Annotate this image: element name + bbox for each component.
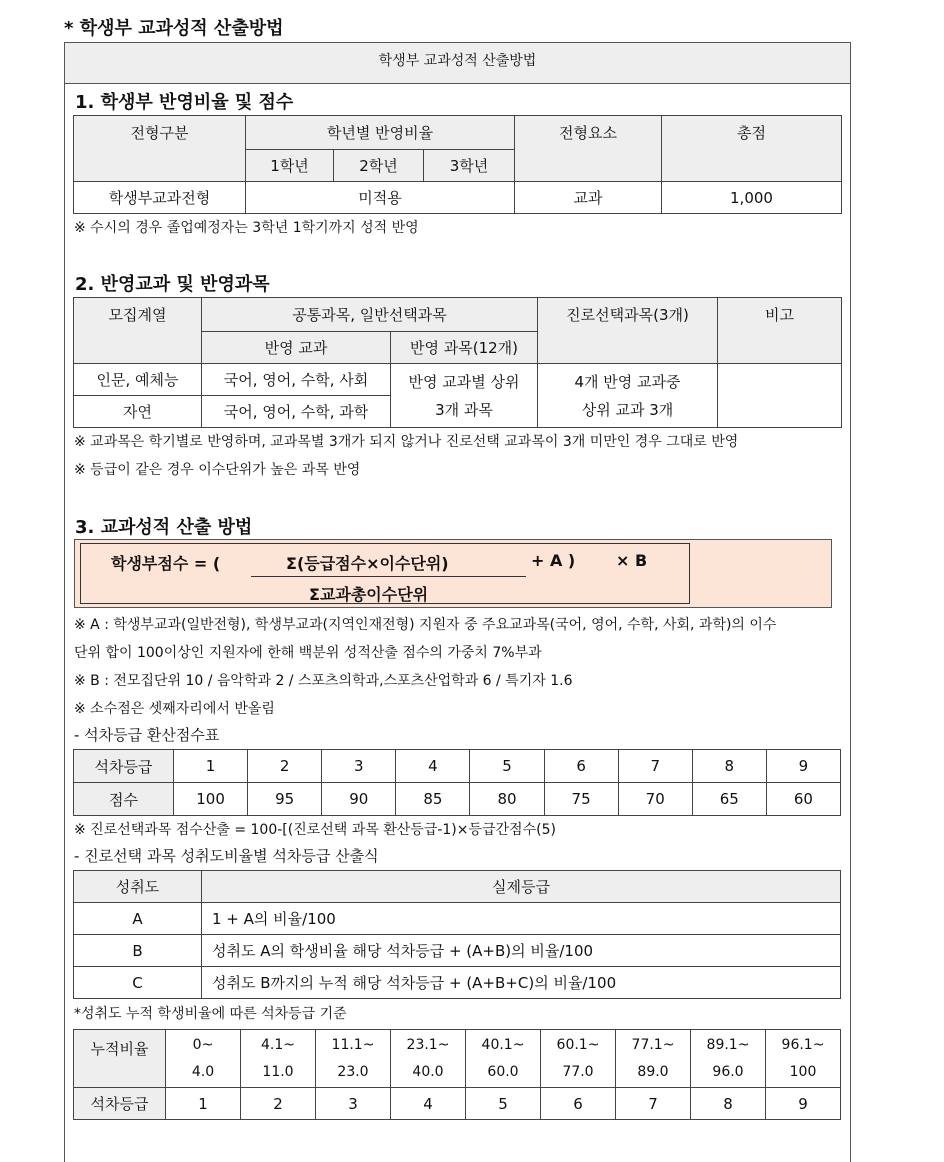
note-semester: ※ 교과목은 학기별로 반영하며, 교과목별 3개가 되지 않거나 진로선택 교과목이 3개 미만인 경우 그대로 반영	[74, 434, 739, 450]
cell-element: 교과	[515, 182, 662, 214]
achievement-header-grade: 실제등급	[202, 871, 841, 903]
career-line2: 상위 교과 3개	[581, 400, 674, 419]
cum-cell	[466, 1030, 541, 1088]
cum-grade-cell: 2	[241, 1088, 316, 1120]
achievement-formula: 성취도 A의 학생비율 해당 석차등급 + (A+B)의 비율/100	[202, 935, 841, 967]
grade-cell: 5	[470, 750, 544, 783]
cell-dept-science: 자연	[74, 396, 202, 428]
section2-title: 2. 반영교과 및 반영과목	[75, 274, 270, 295]
achievement-formula: 성취도 B까지의 누적 해당 석차등급 + (A+B+C)의 비율/100	[202, 967, 841, 999]
score-cell: 75	[544, 783, 618, 816]
cum-top: 77.1~	[631, 1036, 675, 1053]
cum-top: 23.1~	[406, 1036, 450, 1053]
grade-cell: 6	[544, 750, 618, 783]
score-cell: 100	[174, 783, 248, 816]
achievement-formula: 1 + A의 비율/100	[202, 903, 841, 935]
cum-top: 40.1~	[481, 1036, 525, 1053]
frame-header: 학생부 교과성적 산출방법	[65, 43, 850, 84]
score-cell: 70	[618, 783, 692, 816]
course-line2: 3개 과목	[435, 400, 493, 419]
grade-label: 석차등급	[74, 750, 174, 783]
numerator-text: (등급점수×이수단위)	[296, 554, 449, 573]
formula-mult-b: × B	[616, 551, 648, 570]
cum-top: 11.1~	[331, 1036, 375, 1053]
cum-grade-cell: 6	[541, 1088, 616, 1120]
formula-box	[74, 539, 832, 608]
header-subject: 반영 교과	[202, 332, 391, 364]
header-element: 전형요소	[515, 116, 662, 182]
cell-note	[718, 364, 842, 428]
header-grade1: 1학년	[246, 150, 334, 182]
cum-grade-cell: 3	[316, 1088, 391, 1120]
cum-top: 60.1~	[556, 1036, 600, 1053]
score-label: 점수	[74, 783, 174, 816]
cum-grade-cell: 5	[466, 1088, 541, 1120]
subject-table	[73, 297, 842, 428]
cum-cell	[316, 1030, 391, 1088]
score-cell: 90	[322, 783, 396, 816]
header-type: 전형구분	[74, 116, 246, 182]
header-grade2: 2학년	[334, 150, 424, 182]
course-line1: 반영 교과별 상위	[408, 372, 520, 391]
cum-top: 96.1~	[781, 1036, 825, 1053]
header-grade3: 3학년	[424, 150, 515, 182]
cell-subjects-humanities: 국어, 영어, 수학, 사회	[202, 364, 391, 396]
note-same-grade: ※ 등급이 같은 경우 이수단위가 높은 과목 반영	[74, 462, 361, 478]
grade-cell: 9	[766, 750, 840, 783]
achievement-level: B	[74, 935, 202, 967]
score-cell: 65	[692, 783, 766, 816]
sum-icon: Σ	[309, 585, 320, 604]
cell-subjects-science: 국어, 영어, 수학, 과학	[202, 396, 391, 428]
denominator-text: 교과총이수단위	[319, 585, 429, 604]
note-cumulative: *성취도 누적 학생비율에 따른 석차등급 기준	[74, 1006, 347, 1022]
cell-course-count	[391, 364, 538, 428]
cum-bot: 11.0	[262, 1063, 294, 1080]
note-a-line1: ※ A : 학생부교과(일반전형), 학생부교과(지역인재전형) 지원자 중 주요교과목(국어, 영어, 수학, 사회, 과학)의 이수	[74, 617, 777, 633]
cell-ratio: 미적용	[246, 182, 515, 214]
cum-grade-cell: 8	[691, 1088, 766, 1120]
grade-score-table	[73, 749, 841, 816]
formula-denominator	[309, 582, 428, 605]
header-common: 공통과목, 일반선택과목	[202, 298, 538, 332]
grade-cell: 2	[248, 750, 322, 783]
cum-top: 89.1~	[706, 1036, 750, 1053]
grade-cell: 3	[322, 750, 396, 783]
achievement-level: A	[74, 903, 202, 935]
cum-grade-cell: 9	[766, 1088, 841, 1120]
cum-bot: 96.0	[712, 1063, 744, 1080]
note-b: ※ B : 전모집단위 10 / 음악학과 2 / 스포츠의학과,스포츠산업학과 6 / 특기자 1.6	[74, 673, 573, 689]
subheading-achievement: - 진로선택 과목 성취도비율별 석차등급 산출식	[74, 847, 379, 865]
cum-cell	[616, 1030, 691, 1088]
achievement-level: C	[74, 967, 202, 999]
cum-bot: 4.0	[191, 1063, 215, 1080]
cum-ratio-label: 누적비율	[74, 1030, 166, 1088]
cum-grade-cell: 7	[616, 1088, 691, 1120]
score-cell: 95	[248, 783, 322, 816]
document-title: * 학생부 교과성적 산출방법	[64, 18, 284, 39]
sum-icon: Σ	[286, 554, 297, 573]
cum-cell	[241, 1030, 316, 1088]
achievement-table	[73, 870, 841, 999]
section3-title: 3. 교과성적 산출 방법	[75, 517, 253, 538]
cell-dept-humanities: 인문, 예체능	[74, 364, 202, 396]
score-cell: 80	[470, 783, 544, 816]
cum-top: 0~	[192, 1036, 214, 1053]
note-graduates: ※ 수시의 경우 졸업예정자는 3학년 1학기까지 성적 반영	[74, 220, 419, 236]
cum-cell	[691, 1030, 766, 1088]
section1-title: 1. 학생부 반영비율 및 점수	[75, 92, 294, 113]
cum-cell	[766, 1030, 841, 1088]
formula-plus-a: + A )	[531, 551, 576, 570]
cell-career	[538, 364, 718, 428]
cum-bot: 100	[789, 1063, 817, 1080]
cum-bot: 77.0	[562, 1063, 594, 1080]
grade-cell: 7	[618, 750, 692, 783]
header-course: 반영 과목(12개)	[391, 332, 538, 364]
cum-grade-label: 석차등급	[74, 1088, 166, 1120]
cum-cell	[166, 1030, 241, 1088]
note-rounding: ※ 소수점은 셋째자리에서 반올림	[74, 701, 275, 717]
header-note: 비고	[718, 298, 842, 364]
fraction-line	[251, 576, 526, 577]
grade-cell: 8	[692, 750, 766, 783]
score-cell: 60	[766, 783, 840, 816]
cell-type: 학생부교과전형	[74, 182, 246, 214]
cell-total: 1,000	[662, 182, 842, 214]
career-line1: 4개 반영 교과중	[574, 372, 681, 391]
header-total: 총점	[662, 116, 842, 182]
score-cell: 85	[396, 783, 470, 816]
note-a-line2: 단위 합이 100이상인 지원자에 한해 백분위 성적산출 점수의 가중치 7%부과	[74, 645, 542, 661]
header-ratio: 학년별 반영비율	[246, 116, 515, 150]
grade-cell: 4	[396, 750, 470, 783]
cum-bot: 89.0	[637, 1063, 669, 1080]
cum-top: 4.1~	[261, 1036, 295, 1053]
cum-bot: 60.0	[487, 1063, 519, 1080]
subheading-grade-table: - 석차등급 환산점수표	[74, 726, 220, 744]
header-career: 진로선택과목(3개)	[538, 298, 718, 364]
cumulative-table	[73, 1029, 841, 1120]
grade-cell: 1	[174, 750, 248, 783]
achievement-header-level: 성취도	[74, 871, 202, 903]
cum-cell	[391, 1030, 466, 1088]
ratio-table	[73, 115, 842, 214]
formula-numerator	[286, 551, 449, 574]
cum-grade-cell: 1	[166, 1088, 241, 1120]
cum-bot: 40.0	[412, 1063, 444, 1080]
header-dept: 모집계열	[74, 298, 202, 364]
note-career-score: ※ 진로선택과목 점수산출 = 100-[(진로선택 과목 환산등급-1)×등급간점수(5)	[74, 822, 556, 838]
formula-left: 학생부점수 = (	[111, 554, 221, 573]
cum-bot: 23.0	[337, 1063, 369, 1080]
formula-inner	[80, 543, 690, 604]
cum-grade-cell: 4	[391, 1088, 466, 1120]
cum-cell	[541, 1030, 616, 1088]
